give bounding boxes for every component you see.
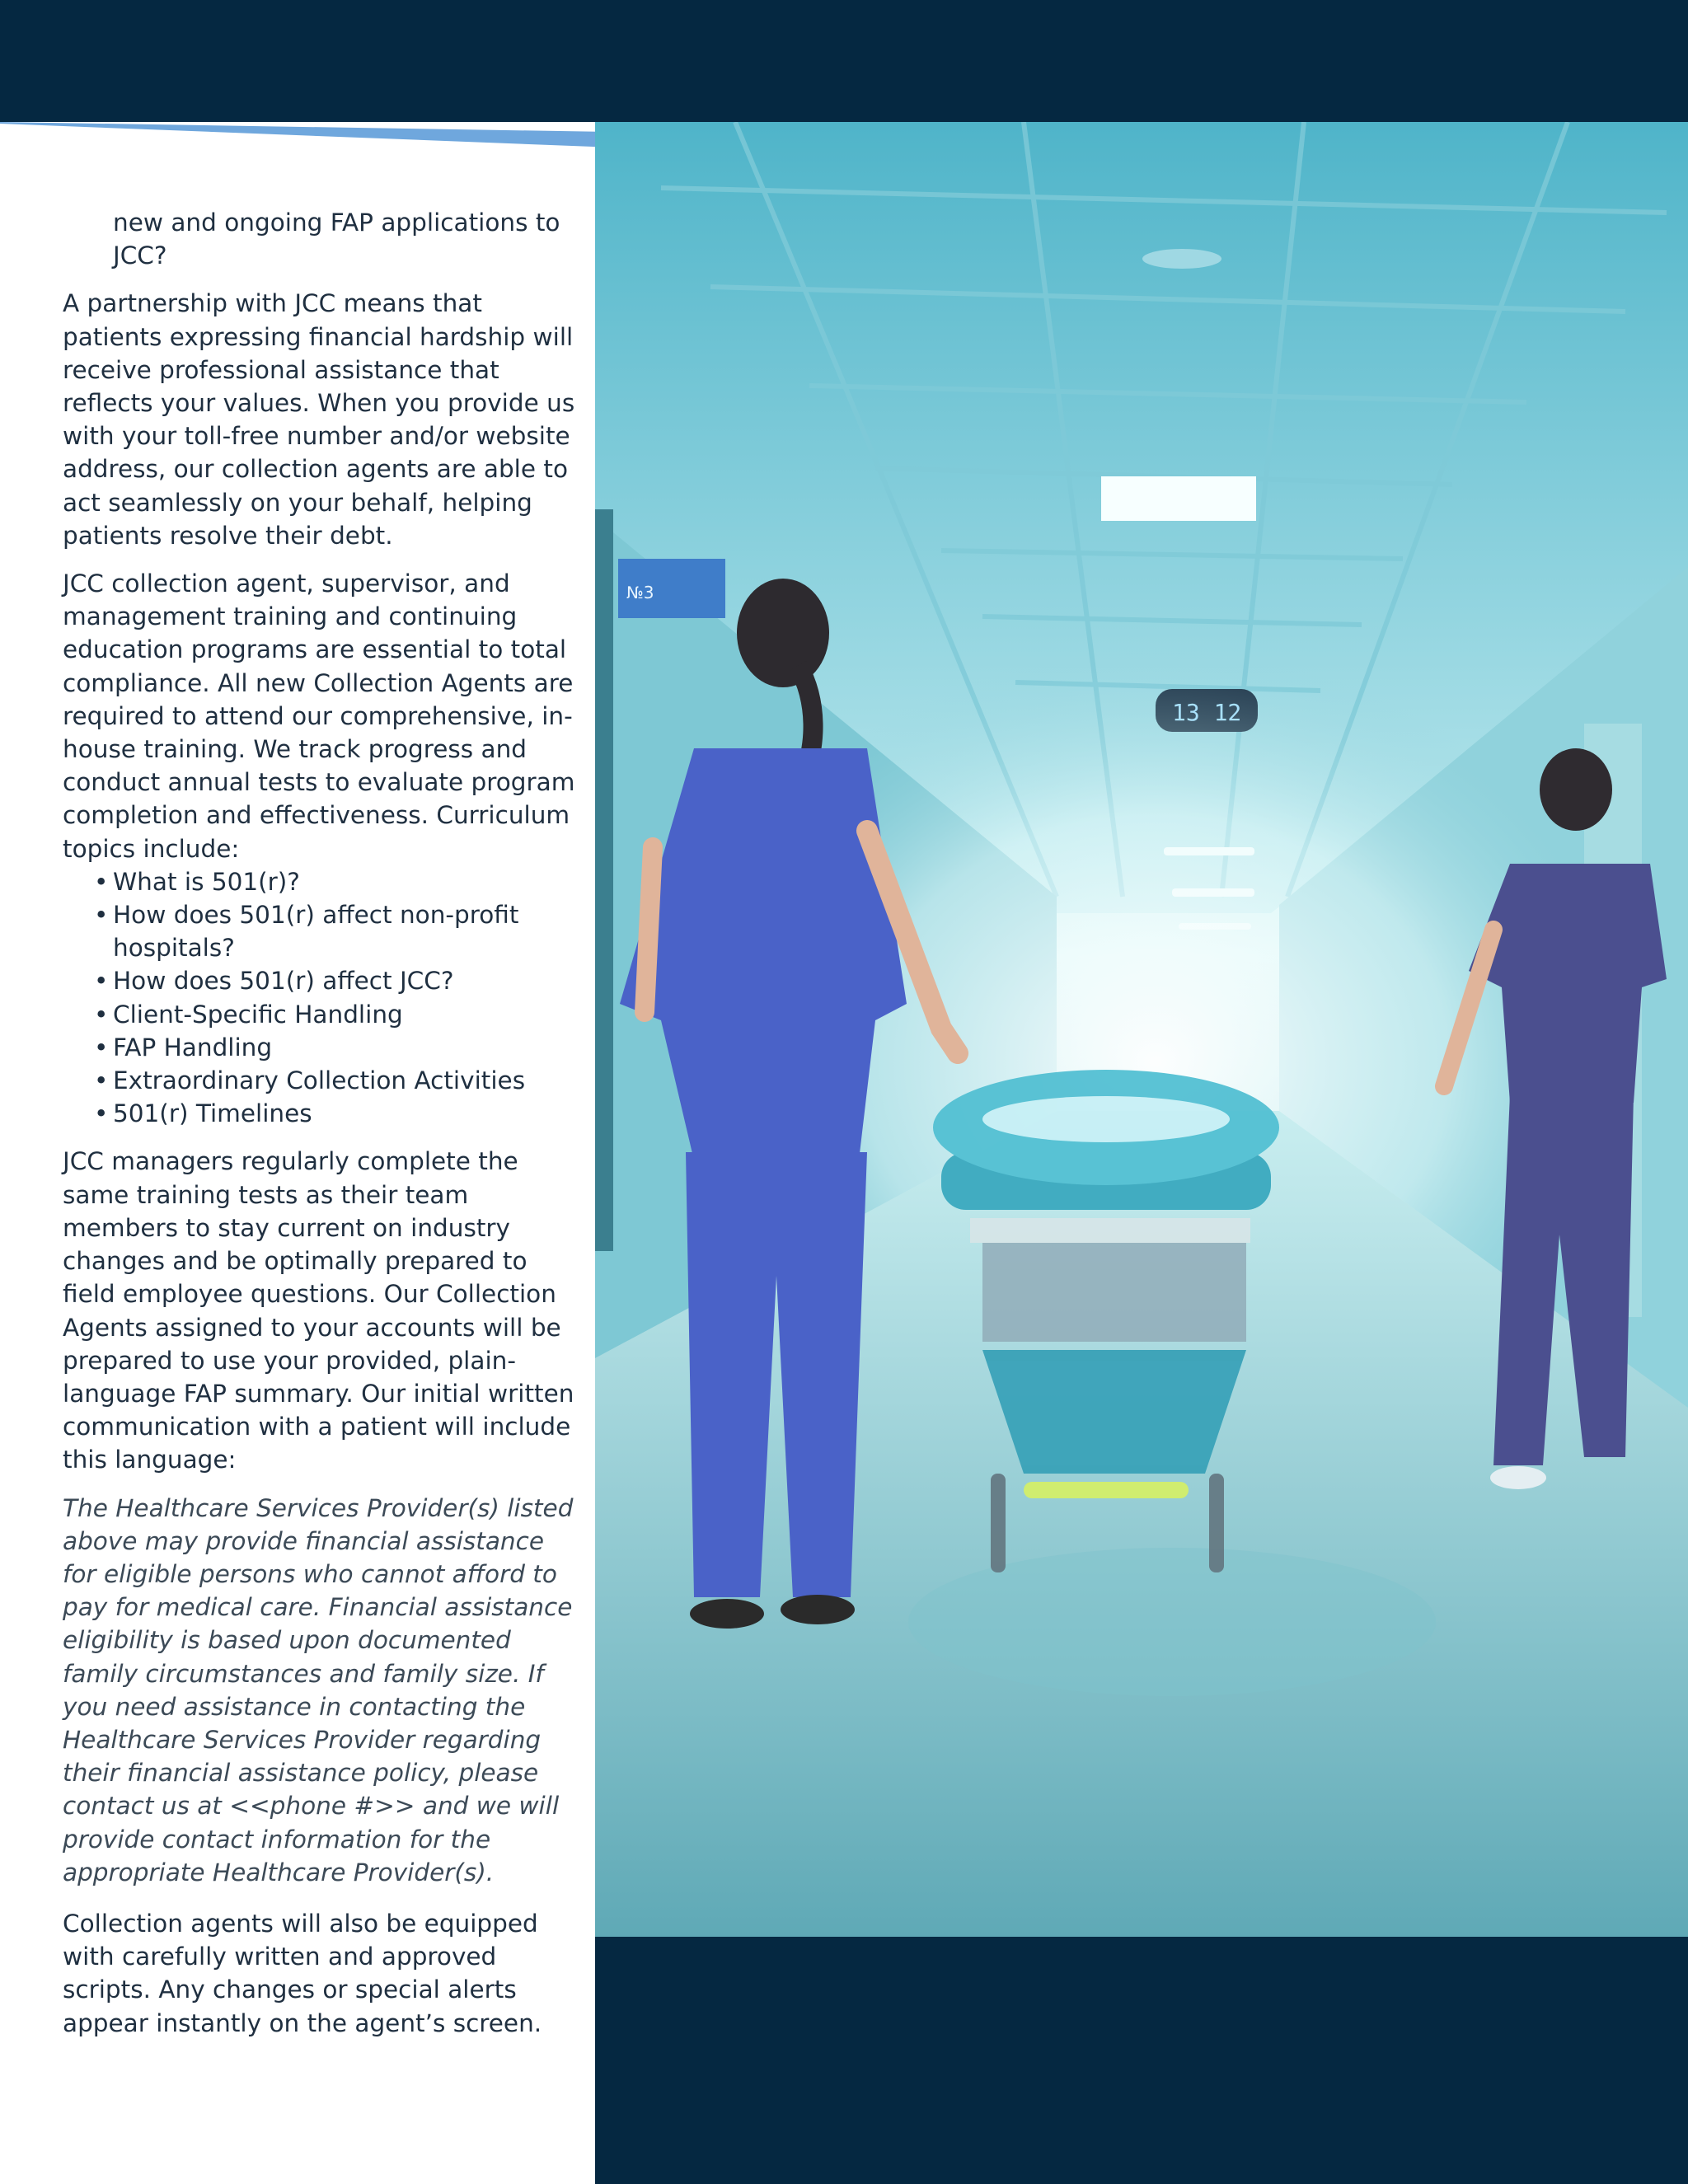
- list-item: • What is 501(r)?: [94, 865, 582, 898]
- curriculum-topics-list: [63, 865, 582, 1131]
- paragraph-training: JCC collection agent, supervisor, and management training and continuing education programs are essential to total compliance. All new Collection Agents are required to attend our comprehensive, in-house training. We track progress and conduct annual tests to evaluate program completion and effectiveness. Curriculum topics include:: [63, 569, 575, 863]
- hospital-corridor-photo: [595, 122, 1688, 1937]
- header-band: [0, 0, 1688, 122]
- paragraph-managers: JCC managers regularly complete the same training tests as their team members to stay current on industry changes and be optimally prepared to field employee questions. Our Collection Agents assigned to your accounts will be prepared to use your provided, plain-language FAP summary. Our initial written communication with a patient will include this language:: [63, 1147, 574, 1474]
- list-item: • How does 501(r) affect JCC?: [94, 964, 582, 997]
- body-text-column: [63, 206, 582, 2055]
- list-item: • Client-Specific Handling: [94, 998, 582, 1031]
- footer-band: [595, 1937, 1688, 2184]
- paragraph-scripts: Collection agents will also be equipped with carefully written and approved scripts. Any changes or special alerts appear instantly on the agent’s screen.: [63, 1909, 542, 2037]
- list-item: • FAP Handling: [94, 1031, 582, 1064]
- room-sign-label: №3: [626, 583, 654, 602]
- list-item: • How does 501(r) affect non-profit hospitals?: [94, 898, 582, 964]
- paragraph-partnership: A partnership with JCC means that patients expressing financial hardship will receive professional assistance that reflects your values. When you provide us with your toll-free number and/or website address, our collection agents are able to act seamlessly on your behalf, helping patients resolve their debt.: [63, 289, 575, 550]
- list-item: • 501(r) Timelines: [94, 1097, 582, 1130]
- lead-continuation: new and ongoing FAP applications to JCC?: [113, 209, 560, 270]
- list-item: • Extraordinary Collection Activities: [94, 1064, 582, 1097]
- sample-language-quote: The Healthcare Services Provider(s) listed above may provide financial assistance for eligible persons who cannot afford to pay for medical care. Financial assistance eligibility is based upon documented family circumstances and family size. If you need assistance in contacting the Healthcare Services Provider regarding their financial assistance policy, please contact us at <<phone #>> and we will provide contact information for the appropriate Healthcare Provider(s).: [63, 1493, 574, 1886]
